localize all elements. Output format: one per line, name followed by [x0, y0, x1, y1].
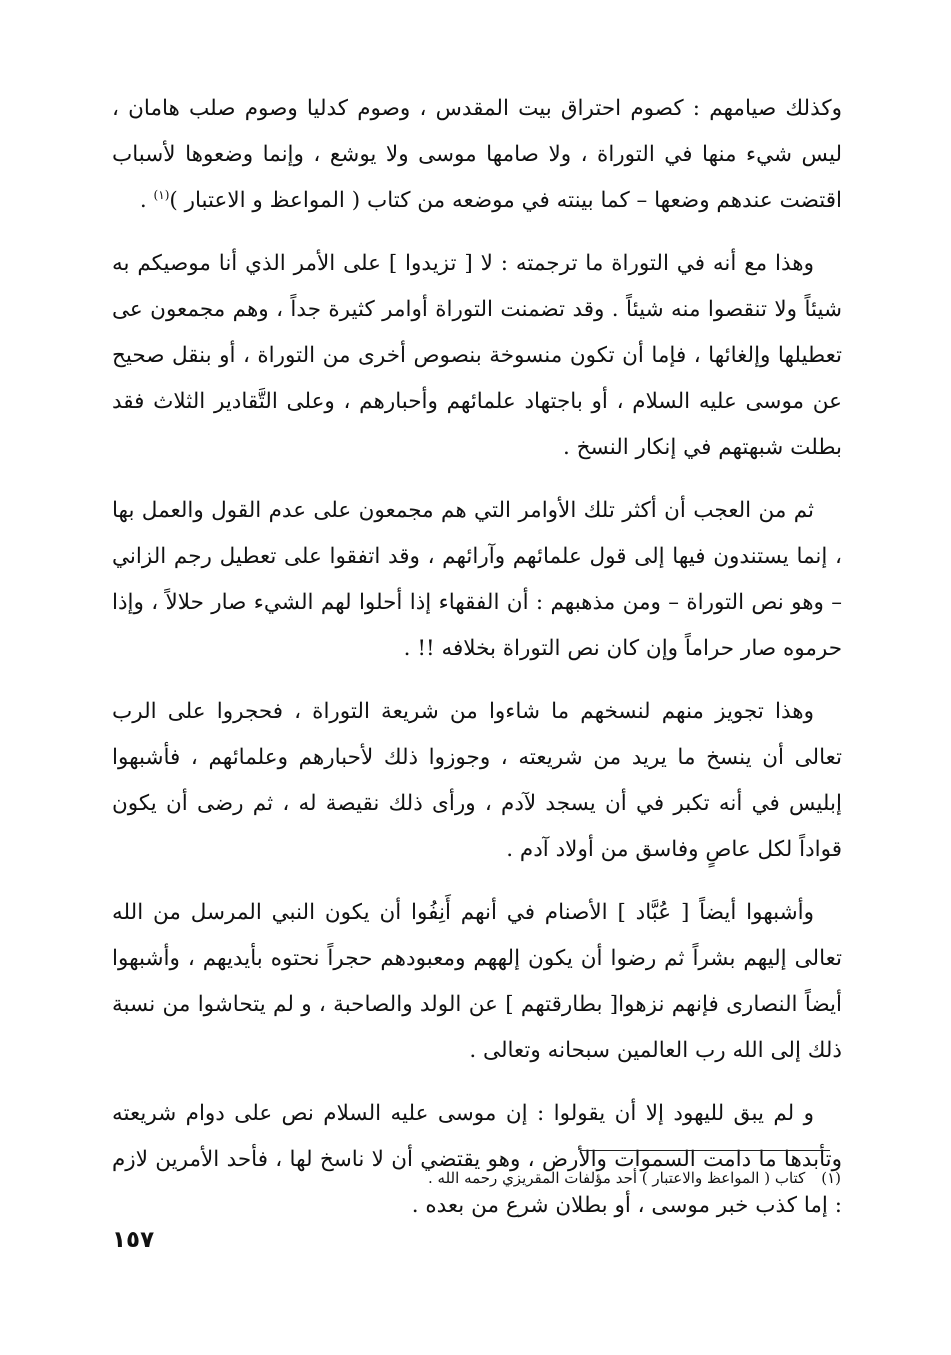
paragraph-3: ثم من العجب أن أكثر تلك الأوامر التي هم مجمعون على عدم القول والعمل بها ، إنما يستندون فيها إلى قول علمائهم وآرائهم ، وقد اتفقوا على تعطيل رجم الزاني – وهو نص التوراة – ومن مذهبهم : أن الفقهاء إذا أحلوا لهم الشيء صار حلالاً ، وإذا حرموه صار حراماً وإن كان نص التوراة بخلافه !! .: [112, 498, 842, 661]
page-body: [112, 86, 842, 1246]
paragraph-1: [112, 86, 842, 224]
paragraph-1-text: وكذلك صيامهم : كصوم احتراق بيت المقدس ، وصوم كدليا وصوم صلب هامان ، ليس شيء منها في التوراة ، ولا صامها موسى ولا يوشع ، وإنما وضعوها لأسباب اقتضت عندهم وضعها – كما بينته في موضعه من كتاب ( المواعظ و الاعتبار ): [112, 96, 842, 213]
footnote-marker: (١): [821, 1169, 841, 1187]
paragraph-6: و لم يبق لليهود إلا أن يقولوا : إن موسى عليه السلام نص على دوام شريعته وتأبدها ما دامت السموات والأرض ، وهو يقتضي أن لا ناسخ لها ، فأحد الأمرين لازم : إما كذب خبر موسى ، أو بطلان شرع من بعده .: [112, 1101, 842, 1218]
footnote-divider: [580, 1150, 830, 1151]
paragraph-4: وهذا تجويز منهم لنسخهم ما شاءوا من شريعة التوراة ، فحجروا على الرب تعالى أن ينسخ ما يريد من شريعته ، وجوزوا ذلك لأحبارهم وعلمائهم ، فأشبهوا إبليس في أنه تكبر في أن يسجد لآدم ، ورأى ذلك نقيصة له ، ثم رضى أن يكون قواداً لكل عاصٍ وفاسق من أولاد آدم .: [112, 699, 842, 862]
footnote-text: كتاب ( المواعظ والاعتبار ) أحد مؤلفات المقريزي رحمه الله .: [428, 1169, 806, 1187]
paragraph-2: وهذا مع أنه في التوراة ما ترجمته : لا [ تزيدوا ] على الأمر الذي أنا موصيكم به شيئاً ولا تنقصوا منه شيئاً . وقد تضمنت التوراة أوامر كثيرة جداً ، وهم مجمعون عى تعطيلها وإلغائها ، فإما أن تكون منسوخة بنصوص أخرى من التوراة ، أو بنقل صحيح عن موسى عليه السلام ، أو باجتهاد علمائهم وأحبارهم ، وعلى التَّقادير الثلاث فقد بطلت شبهتهم في إنكار النسخ .: [112, 251, 842, 460]
footnote: [141, 1164, 841, 1192]
paragraph-1-end: .: [139, 188, 154, 213]
paragraph-5: وأشبهوا أيضاً [ عُبَّاد ] الأصنام في أنهم أَنِفُوا أن يكون النبي المرسل من الله تعالى إليهم بشراً ثم رضوا أن يكون إلههم ومعبودهم حجراً نحتوه بأيديهم ، وأشبهوا أيضاً النصارى فإنهم نزهوا[ بطارقتهم ] عن الولد والصاحبة ، و لم يتحاشوا من نسبة ذلك إلى الله رب العالمين سبحانه وتعالى .: [112, 900, 842, 1063]
page-number: ١٥٧: [112, 1227, 155, 1253]
footnote-reference: (١): [153, 187, 170, 202]
